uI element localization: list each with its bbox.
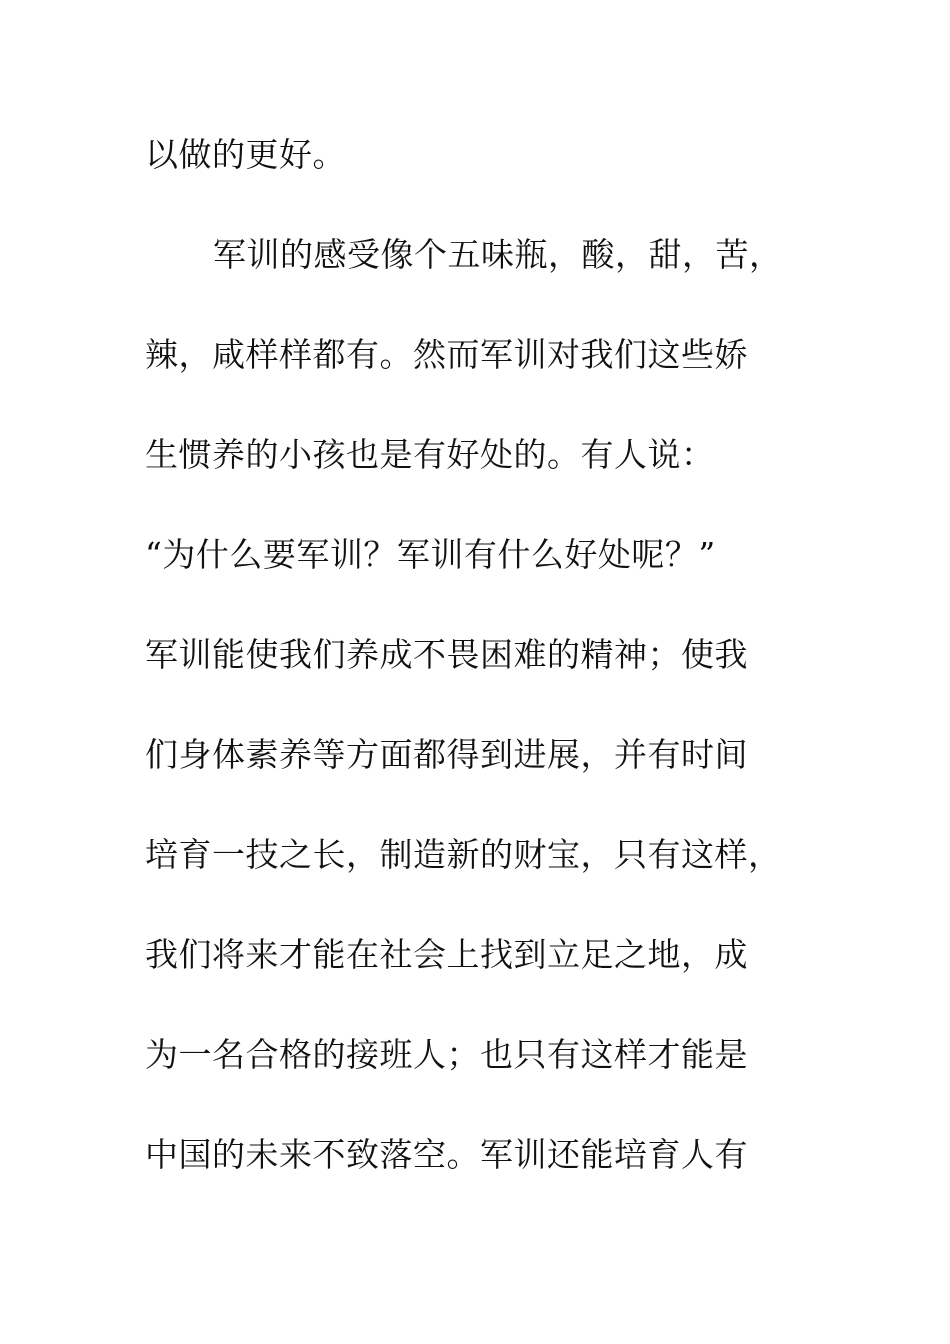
text-line: 我们将来才能在社会上找到立足之地，成 bbox=[145, 935, 748, 974]
text-line: 以做的更好。 bbox=[145, 135, 346, 174]
text-line: 军训能使我们养成不畏困难的精神；使我 bbox=[145, 635, 748, 674]
paragraph-start-line: 军训的感受像个五味瓶，酸，甜，苦， bbox=[213, 235, 783, 274]
text-line: 们身体素养等方面都得到进展，并有时间 bbox=[145, 735, 748, 774]
body-text bbox=[145, 124, 825, 1224]
text-line: 生惯养的小孩也是有好处的。有人说： bbox=[145, 435, 715, 474]
text-line: 辣，咸样样都有。然而军训对我们这些娇 bbox=[145, 335, 748, 374]
text-line: “为什么要军训？军训有什么好处呢？” bbox=[145, 535, 716, 574]
text-line: 培育一技之长，制造新的财宝，只有这样， bbox=[145, 835, 782, 874]
text-line: 为一名合格的接班人；也只有这样才能是 bbox=[145, 1035, 748, 1074]
text-line: 中国的未来不致落空。军训还能培育人有 bbox=[145, 1135, 748, 1174]
